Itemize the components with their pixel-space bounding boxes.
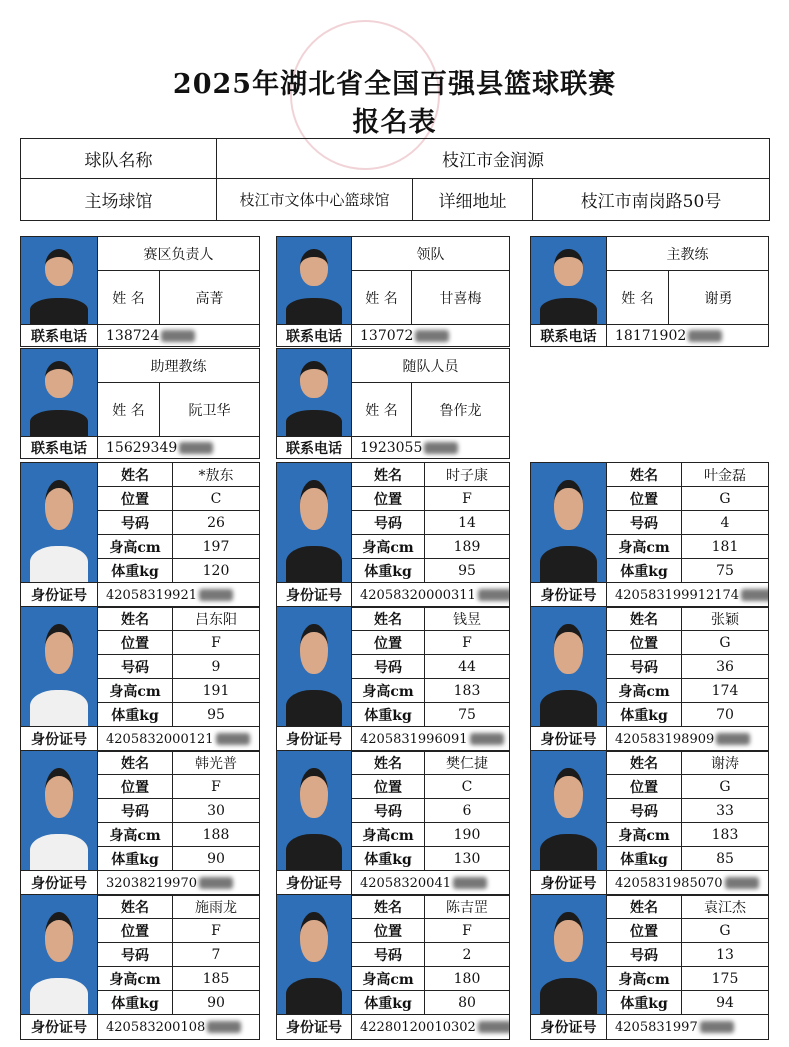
position-label: 位置	[607, 631, 682, 655]
player-name: 叶金磊	[682, 463, 769, 487]
phone-cell	[352, 325, 510, 347]
id-label: 身份证号	[531, 1015, 607, 1040]
player-photo	[277, 751, 352, 871]
face-shape	[300, 361, 328, 398]
redaction-blur	[199, 877, 233, 889]
id-value: 4205831985070	[615, 875, 723, 891]
face-shape	[45, 249, 74, 286]
torso-shape	[286, 298, 342, 324]
player-name-label: 姓名	[352, 463, 425, 487]
player-position: C	[425, 775, 510, 799]
phone-label: 联系电话	[21, 325, 98, 347]
weight-label: 体重kg	[98, 991, 173, 1015]
id-cell	[98, 583, 260, 608]
player-photo	[21, 751, 98, 871]
number-label: 号码	[607, 655, 682, 679]
id-value: 42058319921	[106, 587, 197, 603]
id-value: 4205831996091	[360, 731, 468, 747]
player-height: 174	[682, 679, 769, 703]
player-weight: 120	[173, 559, 260, 583]
player-position: F	[173, 631, 260, 655]
weight-label: 体重kg	[607, 847, 682, 871]
staff-name: 阮卫华	[160, 383, 260, 437]
face-shape	[45, 361, 74, 398]
player-photo	[531, 463, 607, 583]
height-label: 身高cm	[352, 967, 425, 991]
staff-card	[276, 236, 510, 347]
player-number: 30	[173, 799, 260, 823]
player-number: 36	[682, 655, 769, 679]
player-card	[276, 462, 510, 608]
position-label: 位置	[98, 919, 173, 943]
id-value: 4205831997	[615, 1019, 698, 1035]
position-label: 位置	[98, 487, 173, 511]
team-name-value: 枝江市金润源	[217, 139, 770, 179]
player-photo	[277, 895, 352, 1015]
face-shape	[45, 912, 74, 962]
player-height: 183	[425, 679, 510, 703]
player-number: 7	[173, 943, 260, 967]
address-label: 详细地址	[413, 179, 533, 221]
player-card	[20, 462, 260, 608]
player-position: G	[682, 631, 769, 655]
staff-name: 谢勇	[669, 271, 769, 325]
id-label: 身份证号	[277, 583, 352, 608]
player-name: 吕东阳	[173, 607, 260, 631]
player-number: 2	[425, 943, 510, 967]
id-cell	[352, 727, 510, 752]
team-name-label: 球队名称	[21, 139, 217, 179]
player-name-label: 姓名	[352, 895, 425, 919]
id-value: 420583198909	[615, 731, 715, 747]
position-label: 位置	[98, 631, 173, 655]
face-shape	[45, 480, 74, 530]
id-value: 32038219970	[106, 875, 197, 891]
player-card	[20, 894, 260, 1040]
id-label: 身份证号	[21, 583, 98, 608]
player-photo	[531, 607, 607, 727]
redaction-blur	[453, 877, 487, 889]
player-position: G	[682, 919, 769, 943]
number-label: 号码	[352, 799, 425, 823]
redaction-blur	[741, 589, 768, 601]
phone-value: 138724	[106, 327, 160, 344]
staff-photo	[531, 237, 607, 325]
position-label: 位置	[352, 775, 425, 799]
torso-shape	[540, 690, 597, 726]
player-position: F	[425, 631, 510, 655]
player-weight: 90	[173, 991, 260, 1015]
player-weight: 80	[425, 991, 510, 1015]
id-label: 身份证号	[21, 871, 98, 896]
staff-card	[276, 348, 510, 459]
redaction-blur	[725, 877, 759, 889]
player-name: 谢涛	[682, 751, 769, 775]
id-cell	[352, 1015, 510, 1040]
player-number: 44	[425, 655, 510, 679]
player-card	[276, 750, 510, 896]
player-name: 钱昱	[425, 607, 510, 631]
id-cell	[607, 583, 769, 608]
staff-name: 高菁	[160, 271, 260, 325]
redaction-blur	[207, 1021, 241, 1033]
player-name-label: 姓名	[607, 895, 682, 919]
staff-card	[20, 236, 260, 347]
player-height: 181	[682, 535, 769, 559]
player-card	[276, 894, 510, 1040]
redaction-blur	[424, 442, 458, 454]
player-height: 180	[425, 967, 510, 991]
player-name-label: 姓名	[607, 463, 682, 487]
number-label: 号码	[607, 511, 682, 535]
weight-label: 体重kg	[607, 703, 682, 727]
torso-shape	[30, 298, 88, 324]
redaction-blur	[199, 589, 233, 601]
id-value: 420583199912174	[615, 587, 740, 603]
redaction-blur	[415, 330, 449, 342]
player-card	[530, 894, 769, 1040]
staff-name-label: 姓 名	[98, 383, 160, 437]
staff-name: 甘喜梅	[412, 271, 510, 325]
id-label: 身份证号	[531, 727, 607, 752]
player-weight: 95	[173, 703, 260, 727]
player-number: 6	[425, 799, 510, 823]
number-label: 号码	[607, 799, 682, 823]
player-position: F	[173, 919, 260, 943]
id-label: 身份证号	[277, 1015, 352, 1040]
staff-photo	[277, 349, 352, 437]
player-weight: 90	[173, 847, 260, 871]
id-cell	[607, 871, 769, 896]
phone-cell	[352, 437, 510, 459]
id-value: 42058320041	[360, 875, 451, 891]
torso-shape	[286, 690, 342, 726]
torso-shape	[286, 978, 342, 1014]
id-cell	[607, 727, 769, 752]
player-card	[530, 750, 769, 896]
phone-value: 18171902	[615, 327, 687, 344]
weight-label: 体重kg	[352, 703, 425, 727]
page-subtitle: 报名表	[352, 107, 437, 138]
player-name-label: 姓名	[607, 751, 682, 775]
redaction-blur	[716, 733, 750, 745]
weight-label: 体重kg	[98, 703, 173, 727]
player-name-label: 姓名	[607, 607, 682, 631]
staff-photo	[21, 349, 98, 437]
face-shape	[45, 624, 74, 674]
player-height: 175	[682, 967, 769, 991]
staff-role: 助理教练	[98, 349, 260, 383]
player-height: 188	[173, 823, 260, 847]
player-name: 袁江杰	[682, 895, 769, 919]
height-label: 身高cm	[607, 823, 682, 847]
player-name-label: 姓名	[352, 751, 425, 775]
staff-role: 主教练	[607, 237, 769, 271]
torso-shape	[286, 546, 342, 582]
position-label: 位置	[352, 919, 425, 943]
phone-cell	[607, 325, 769, 347]
weight-label: 体重kg	[352, 559, 425, 583]
redaction-blur	[470, 733, 504, 745]
player-card	[530, 462, 769, 608]
player-photo	[531, 751, 607, 871]
player-name-label: 姓名	[352, 607, 425, 631]
torso-shape	[540, 834, 597, 870]
player-name: 施雨龙	[173, 895, 260, 919]
torso-shape	[30, 690, 88, 726]
weight-label: 体重kg	[98, 559, 173, 583]
face-shape	[554, 480, 583, 530]
player-position: C	[173, 487, 260, 511]
id-value: 420583200108	[106, 1019, 206, 1035]
staff-role: 赛区负责人	[98, 237, 260, 271]
player-height: 183	[682, 823, 769, 847]
position-label: 位置	[352, 487, 425, 511]
torso-shape	[540, 546, 597, 582]
number-label: 号码	[352, 943, 425, 967]
player-name: 樊仁捷	[425, 751, 510, 775]
height-label: 身高cm	[98, 823, 173, 847]
phone-label: 联系电话	[277, 437, 352, 459]
face-shape	[554, 912, 583, 962]
venue-value: 枝江市文体中心篮球馆	[217, 179, 413, 221]
face-shape	[300, 912, 328, 962]
player-name: 时子康	[425, 463, 510, 487]
id-label: 身份证号	[531, 583, 607, 608]
redaction-blur	[161, 330, 195, 342]
phone-value: 1923055	[360, 439, 423, 456]
player-photo	[21, 463, 98, 583]
torso-shape	[30, 410, 88, 436]
number-label: 号码	[98, 511, 173, 535]
id-cell	[352, 871, 510, 896]
face-shape	[300, 624, 328, 674]
staff-card	[530, 236, 769, 347]
redaction-blur	[216, 733, 250, 745]
player-height: 185	[173, 967, 260, 991]
player-position: G	[682, 775, 769, 799]
player-photo	[277, 607, 352, 727]
player-position: G	[682, 487, 769, 511]
player-card	[20, 750, 260, 896]
player-photo	[277, 463, 352, 583]
player-number: 13	[682, 943, 769, 967]
id-value: 42058320000311	[360, 587, 476, 603]
player-weight: 75	[425, 703, 510, 727]
redaction-blur	[688, 330, 722, 342]
address-value: 枝江市南岗路50号	[533, 179, 770, 221]
player-name-label: 姓名	[98, 895, 173, 919]
player-weight: 94	[682, 991, 769, 1015]
staff-photo	[21, 237, 98, 325]
player-name: 陈吉罡	[425, 895, 510, 919]
player-weight: 70	[682, 703, 769, 727]
id-label: 身份证号	[277, 727, 352, 752]
height-label: 身高cm	[607, 679, 682, 703]
staff-role: 领队	[352, 237, 510, 271]
number-label: 号码	[352, 511, 425, 535]
torso-shape	[286, 410, 342, 436]
face-shape	[554, 768, 583, 818]
team-info-table	[20, 138, 770, 221]
player-name: *敖东	[173, 463, 260, 487]
staff-name: 鲁作龙	[412, 383, 510, 437]
id-label: 身份证号	[277, 871, 352, 896]
player-position: F	[425, 919, 510, 943]
player-weight: 95	[425, 559, 510, 583]
height-label: 身高cm	[607, 967, 682, 991]
phone-cell	[98, 325, 260, 347]
id-label: 身份证号	[21, 1015, 98, 1040]
torso-shape	[286, 834, 342, 870]
weight-label: 体重kg	[98, 847, 173, 871]
staff-name-label: 姓 名	[352, 383, 412, 437]
redaction-blur	[700, 1021, 734, 1033]
face-shape	[300, 249, 328, 286]
player-height: 197	[173, 535, 260, 559]
player-card	[20, 606, 260, 752]
venue-label: 主场球馆	[21, 179, 217, 221]
player-name: 张颖	[682, 607, 769, 631]
height-label: 身高cm	[352, 535, 425, 559]
position-label: 位置	[352, 631, 425, 655]
player-card	[276, 606, 510, 752]
face-shape	[554, 249, 583, 286]
weight-label: 体重kg	[352, 991, 425, 1015]
id-cell	[352, 583, 510, 608]
id-cell	[98, 871, 260, 896]
page-title: 2025年湖北省全国百强县篮球联赛	[172, 69, 617, 100]
face-shape	[45, 768, 74, 818]
staff-name-label: 姓 名	[98, 271, 160, 325]
id-label: 身份证号	[21, 727, 98, 752]
torso-shape	[30, 978, 88, 1014]
weight-label: 体重kg	[352, 847, 425, 871]
player-name-label: 姓名	[98, 463, 173, 487]
player-number: 4	[682, 511, 769, 535]
player-card	[530, 606, 769, 752]
position-label: 位置	[607, 775, 682, 799]
phone-value: 137072	[360, 327, 414, 344]
player-height: 191	[173, 679, 260, 703]
number-label: 号码	[98, 655, 173, 679]
phone-cell	[98, 437, 260, 459]
player-number: 14	[425, 511, 510, 535]
player-height: 190	[425, 823, 510, 847]
phone-label: 联系电话	[277, 325, 352, 347]
weight-label: 体重kg	[607, 559, 682, 583]
player-weight: 75	[682, 559, 769, 583]
player-number: 33	[682, 799, 769, 823]
height-label: 身高cm	[98, 967, 173, 991]
position-label: 位置	[607, 919, 682, 943]
id-cell	[98, 727, 260, 752]
position-label: 位置	[607, 487, 682, 511]
height-label: 身高cm	[98, 679, 173, 703]
player-name: 韩光普	[173, 751, 260, 775]
id-cell	[607, 1015, 769, 1040]
id-cell	[98, 1015, 260, 1040]
player-weight: 130	[425, 847, 510, 871]
height-label: 身高cm	[98, 535, 173, 559]
id-value: 42280120010302	[360, 1019, 476, 1035]
redaction-blur	[478, 1021, 510, 1033]
player-number: 26	[173, 511, 260, 535]
player-number: 9	[173, 655, 260, 679]
redaction-blur	[179, 442, 213, 454]
staff-role: 随队人员	[352, 349, 510, 383]
height-label: 身高cm	[352, 823, 425, 847]
player-photo	[21, 607, 98, 727]
height-label: 身高cm	[352, 679, 425, 703]
torso-shape	[30, 834, 88, 870]
player-height: 189	[425, 535, 510, 559]
player-weight: 85	[682, 847, 769, 871]
staff-photo	[277, 237, 352, 325]
weight-label: 体重kg	[607, 991, 682, 1015]
player-photo	[21, 895, 98, 1015]
torso-shape	[30, 546, 88, 582]
number-label: 号码	[352, 655, 425, 679]
phone-label: 联系电话	[21, 437, 98, 459]
player-position: F	[173, 775, 260, 799]
torso-shape	[540, 978, 597, 1014]
id-value: 4205832000121	[106, 731, 214, 747]
redaction-blur	[478, 589, 510, 601]
number-label: 号码	[98, 799, 173, 823]
height-label: 身高cm	[607, 535, 682, 559]
staff-card	[20, 348, 260, 459]
face-shape	[554, 624, 583, 674]
face-shape	[300, 768, 328, 818]
id-label: 身份证号	[531, 871, 607, 896]
player-photo	[531, 895, 607, 1015]
staff-name-label: 姓 名	[607, 271, 669, 325]
position-label: 位置	[98, 775, 173, 799]
player-position: F	[425, 487, 510, 511]
torso-shape	[540, 298, 597, 324]
player-name-label: 姓名	[98, 607, 173, 631]
number-label: 号码	[98, 943, 173, 967]
face-shape	[300, 480, 328, 530]
phone-value: 15629349	[106, 439, 178, 456]
phone-label: 联系电话	[531, 325, 607, 347]
player-name-label: 姓名	[98, 751, 173, 775]
staff-name-label: 姓 名	[352, 271, 412, 325]
number-label: 号码	[607, 943, 682, 967]
